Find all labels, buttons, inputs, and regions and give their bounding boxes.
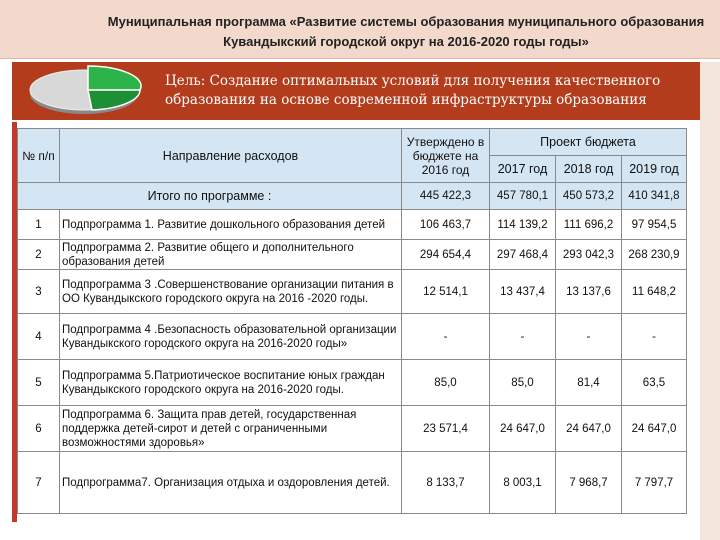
title-line-1: Муниципальная программа «Развитие системы образования муниципального образования (107, 14, 705, 29)
row-number: 5 (18, 360, 60, 406)
row-name: Подпрограмма 1. Развитие дошкольного образования детей (60, 210, 402, 240)
col-number-header: № п/п (18, 129, 60, 183)
row-2017: 85,0 (490, 360, 556, 406)
row-approved: 294 654,4 (402, 240, 490, 270)
row-approved: - (402, 314, 490, 360)
row-2018: 81,4 (556, 360, 622, 406)
row-number: 4 (18, 314, 60, 360)
row-2019: 63,5 (622, 360, 687, 406)
page-title (96, 12, 716, 52)
row-approved: 12 514,1 (402, 270, 490, 314)
total-approved: 445 422,3 (402, 183, 490, 210)
col-direction-header: Направление расходов (60, 129, 402, 183)
row-2017: 114 139,2 (490, 210, 556, 240)
decorative-strip (700, 62, 720, 540)
row-2018: 293 042,3 (556, 240, 622, 270)
row-2019: 97 954,5 (622, 210, 687, 240)
table-row (18, 240, 687, 270)
row-2019: 7 797,7 (622, 452, 687, 514)
col-approved-header: Утверждено в бюджете на 2016 год (402, 129, 490, 183)
row-2017: 13 437,4 (490, 270, 556, 314)
row-number: 2 (18, 240, 60, 270)
row-2017: 24 647,0 (490, 406, 556, 452)
row-2018: - (556, 314, 622, 360)
total-2017: 457 780,1 (490, 183, 556, 210)
budget-table (17, 128, 687, 514)
row-name: Подпрограмма 5.Патриотическое воспитание юных граждан Кувандыкского городского округа на 2016-2020 годы. (60, 360, 402, 406)
row-2018: 13 137,6 (556, 270, 622, 314)
row-approved: 8 133,7 (402, 452, 490, 514)
goal-text: Цель: Создание оптимальных условий для получения качественного образования на основе современной инфраструктуры образования (165, 73, 661, 108)
row-number: 7 (18, 452, 60, 514)
row-2018: 7 968,7 (556, 452, 622, 514)
row-name: Подпрограмма 2. Развитие общего и дополнительного образования детей (60, 240, 402, 270)
row-name: Подпрограмма 6. Защита прав детей, государственная поддержка детей-сирот и детей с ограниченными возможностями здоровья» (60, 406, 402, 452)
row-2019: 11 648,2 (622, 270, 687, 314)
title-line-2: Кувандыкский городской округ на 2016-2020 годы годы» (223, 34, 589, 49)
row-approved: 23 571,4 (402, 406, 490, 452)
year-header: 2019 год (622, 156, 687, 183)
table-row (18, 360, 687, 406)
row-number: 6 (18, 406, 60, 452)
total-2019: 410 341,8 (622, 183, 687, 210)
total-label: Итого по программе : (18, 183, 402, 210)
row-2018: 24 647,0 (556, 406, 622, 452)
row-number: 3 (18, 270, 60, 314)
row-2017: 8 003,1 (490, 452, 556, 514)
table-row (18, 210, 687, 240)
row-2019: 24 647,0 (622, 406, 687, 452)
row-name: Подпрограмма 3 .Совершенствование организации питания в ОО Кувандыкского городского округа на 2016 -2020 годы. (60, 270, 402, 314)
row-2017: - (490, 314, 556, 360)
table-row (18, 270, 687, 314)
row-approved: 106 463,7 (402, 210, 490, 240)
row-approved: 85,0 (402, 360, 490, 406)
table-row (18, 314, 687, 360)
row-2019: - (622, 314, 687, 360)
col-project-header: Проект бюджета (490, 129, 687, 156)
table-header-row (18, 129, 687, 156)
row-2018: 111 696,2 (556, 210, 622, 240)
table-row (18, 452, 687, 514)
row-2019: 268 230,9 (622, 240, 687, 270)
table-row (18, 406, 687, 452)
total-row (18, 183, 687, 210)
year-header: 2018 год (556, 156, 622, 183)
pie-chart-icon (26, 64, 146, 116)
row-name: Подпрограмма 4 .Безопасность образовательной организации Кувандыкского городского округа на 2016-2020 годы» (60, 314, 402, 360)
row-name: Подпрограмма7. Организация отдыха и оздоровления детей. (60, 452, 402, 514)
total-2018: 450 573,2 (556, 183, 622, 210)
year-header: 2017 год (490, 156, 556, 183)
row-2017: 297 468,4 (490, 240, 556, 270)
row-number: 1 (18, 210, 60, 240)
